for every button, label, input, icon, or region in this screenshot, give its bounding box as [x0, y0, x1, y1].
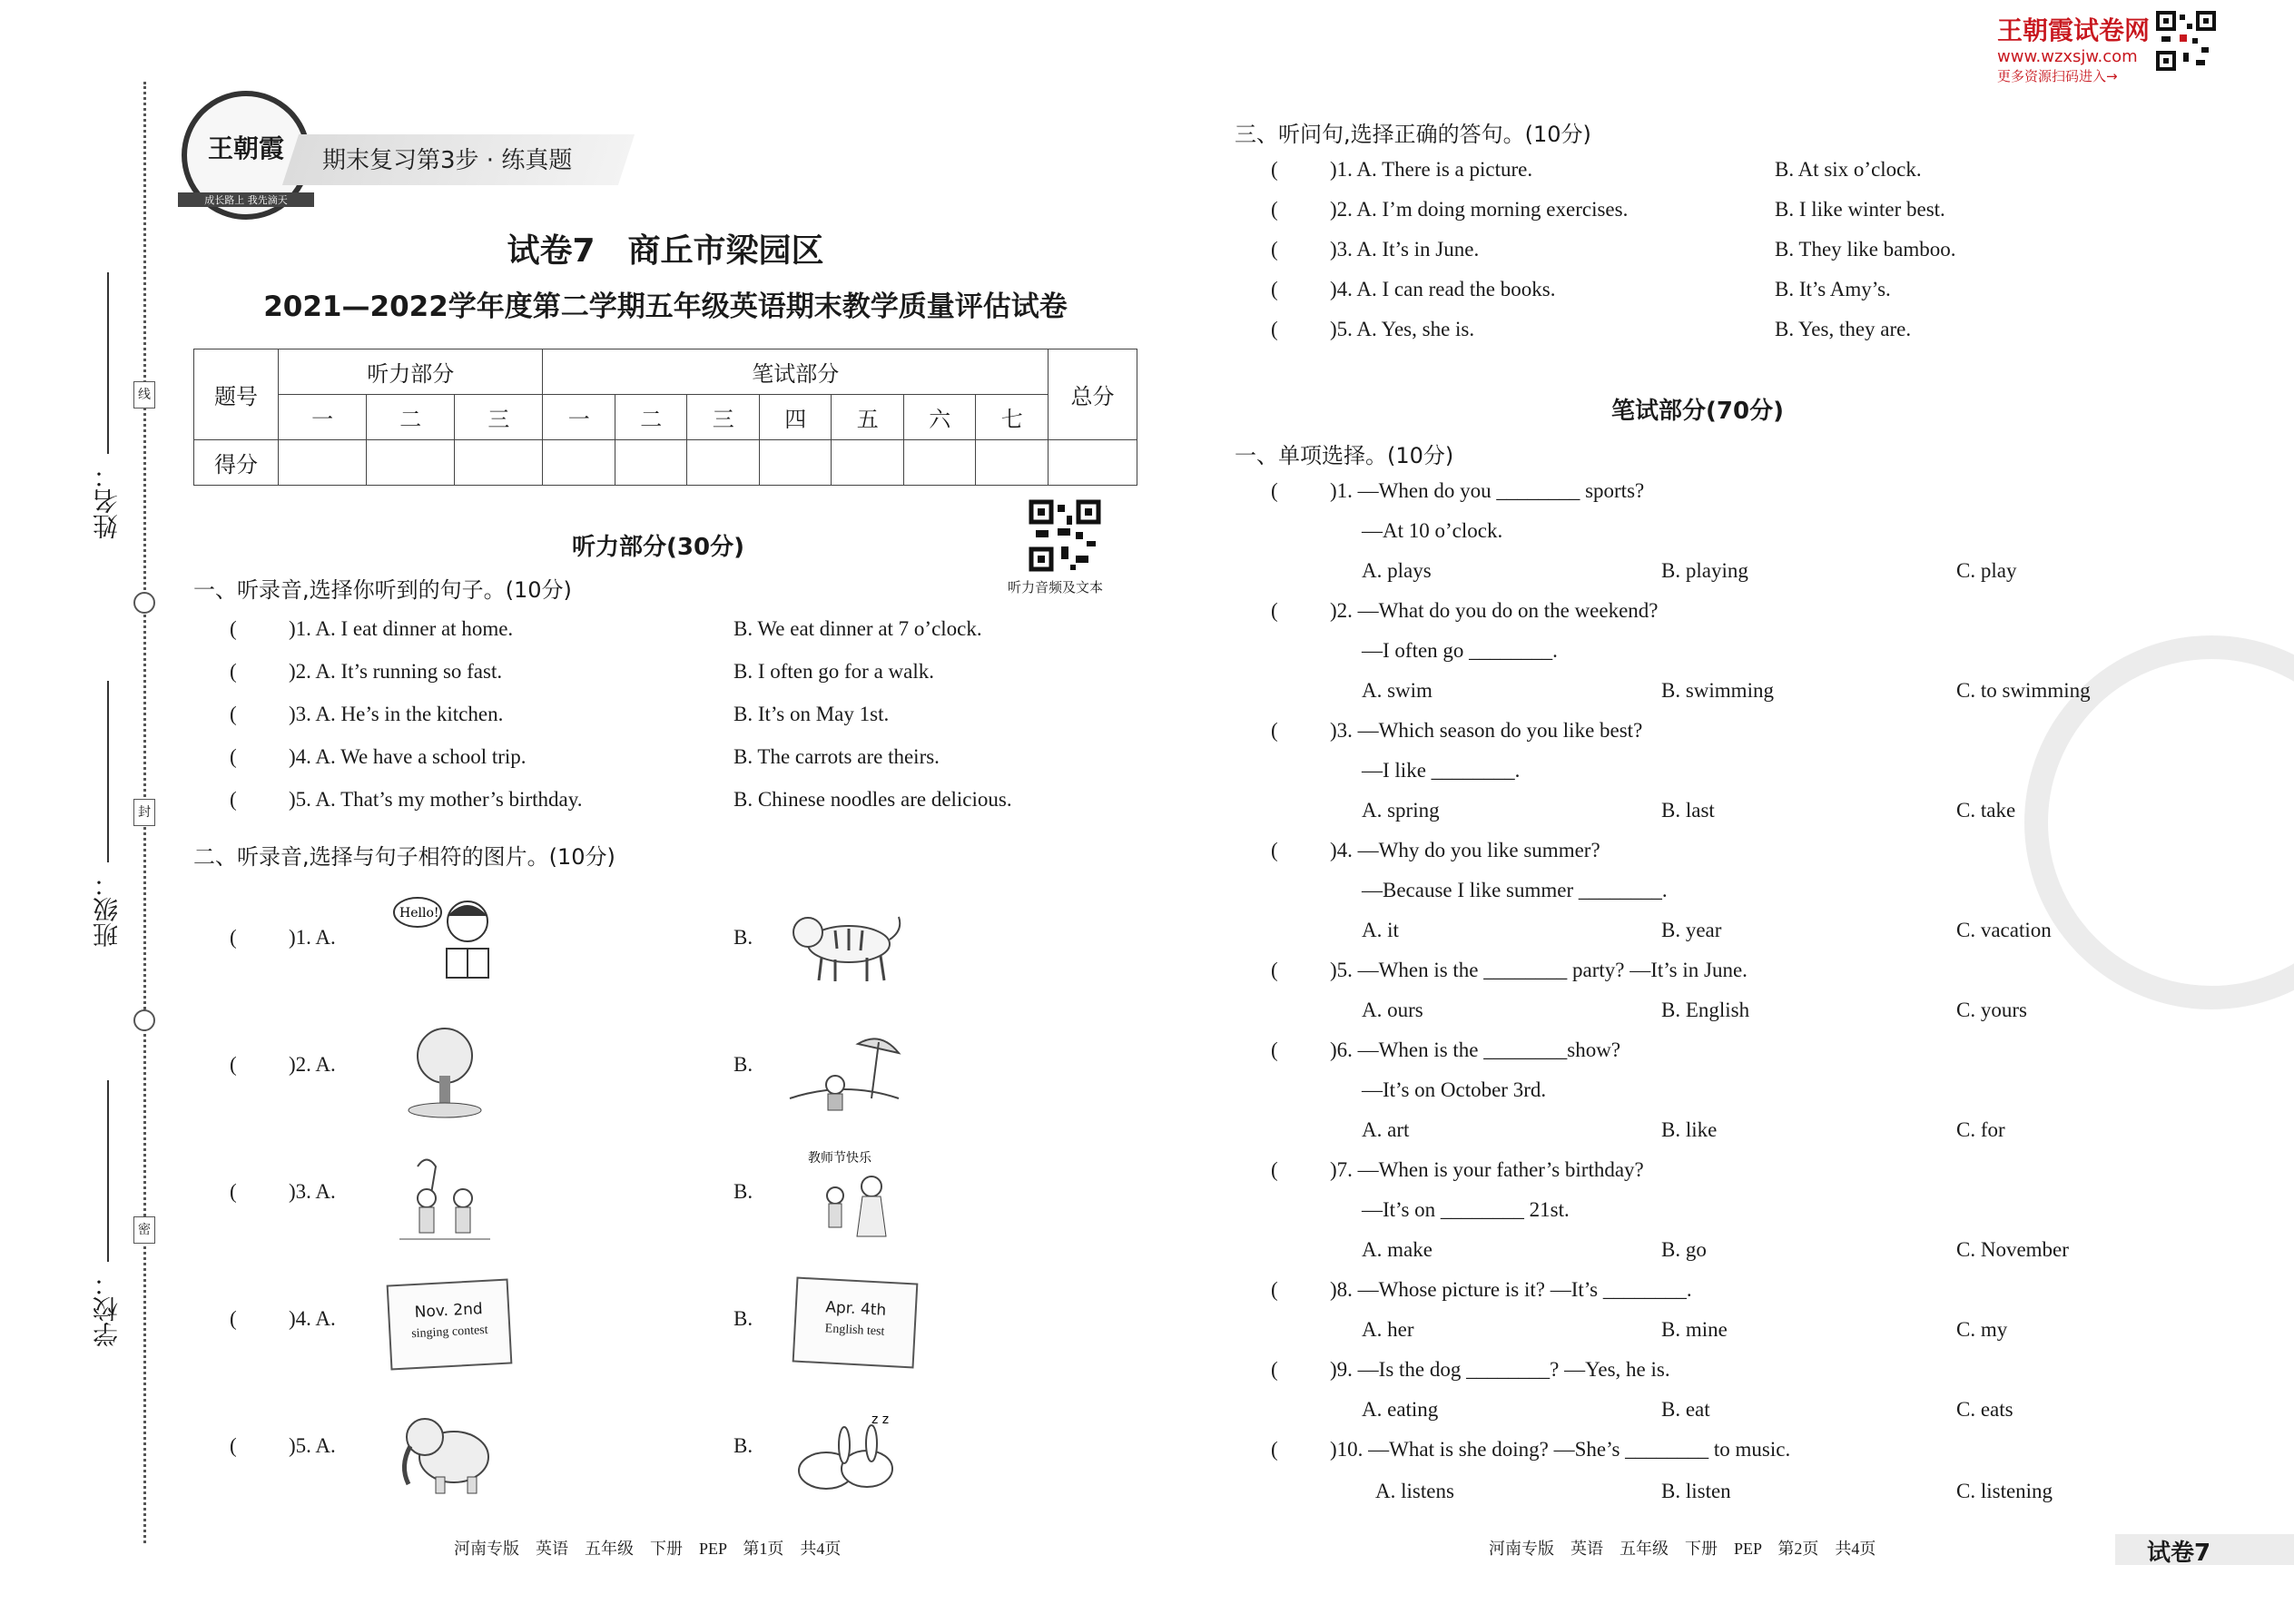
- answer-paren[interactable]: (: [1271, 479, 1278, 502]
- question-option-b: B. I like winter best.: [1775, 198, 1945, 221]
- logo-ribbon: 成长路上 我先滴天: [178, 192, 314, 207]
- binding-mark-line: 线: [133, 381, 155, 408]
- score-table: [193, 349, 1137, 486]
- col-head: 五: [832, 395, 904, 440]
- writing-title: 笔试部分(70分): [1611, 398, 1784, 425]
- question-line: —I often go ________.: [1362, 639, 1558, 662]
- name-field[interactable]: [107, 272, 109, 454]
- answer-paren[interactable]: (: [1271, 278, 1278, 300]
- option-a: A. make: [1362, 1238, 1433, 1261]
- answer-paren[interactable]: (: [1271, 719, 1278, 742]
- option-b: B. playing: [1661, 559, 1748, 582]
- score-cell[interactable]: [615, 440, 687, 486]
- answer-paren[interactable]: (: [1271, 1358, 1278, 1381]
- answer-paren[interactable]: (: [230, 926, 237, 949]
- note-date: Apr. 4th: [824, 1298, 887, 1320]
- score-cell[interactable]: [279, 440, 367, 486]
- answer-paren[interactable]: (: [230, 1434, 237, 1457]
- question-line: —At 10 o’clock.: [1362, 519, 1503, 542]
- question-option-a: )5. A. That’s my mother’s birthday.: [289, 788, 583, 811]
- question-line: )7. —When is your father’s birthday?: [1330, 1158, 1644, 1181]
- question-line: —Because I like summer ________.: [1362, 879, 1668, 901]
- option-a: A. it: [1362, 919, 1399, 941]
- listening-sec2-head: 二、听录音,选择与句子相符的图片。(10分): [193, 844, 615, 870]
- binding-hole: [133, 1009, 155, 1031]
- school-label: 学校：: [92, 1271, 122, 1347]
- autumn-tree-picture[interactable]: [381, 1021, 508, 1121]
- listening-qr-icon[interactable]: [1029, 499, 1101, 572]
- picture-option-b-label: B.: [733, 1053, 753, 1076]
- logo-text: 王朝霞: [207, 133, 284, 163]
- col-head: 二: [615, 395, 687, 440]
- picture-option-a-label: )5. A.: [289, 1434, 336, 1457]
- option-c: C. yours: [1956, 999, 2027, 1021]
- qr-caption: 听力音频及文本: [1008, 579, 1104, 595]
- question-line: )2. —What do you do on the weekend?: [1330, 599, 1659, 622]
- option-b: B. listen: [1661, 1480, 1731, 1502]
- option-b: B. go: [1661, 1238, 1707, 1261]
- question-option-a: )1. A. I eat dinner at home.: [289, 617, 514, 640]
- option-a: A. plays: [1362, 559, 1432, 582]
- answer-paren[interactable]: (: [230, 703, 237, 725]
- picture-option-b-label: B.: [733, 926, 753, 949]
- score-cell[interactable]: [976, 440, 1049, 486]
- option-a: A. eating: [1362, 1398, 1439, 1421]
- answer-paren[interactable]: (: [1271, 1438, 1278, 1461]
- col-head: 二: [367, 395, 455, 440]
- class-label: 班级：: [92, 871, 122, 948]
- col-head: 三: [455, 395, 543, 440]
- option-b: B. mine: [1661, 1318, 1728, 1341]
- question-option-a: )3. A. He’s in the kitchen.: [289, 703, 504, 725]
- option-a: A. listens: [1375, 1480, 1454, 1502]
- answer-paren[interactable]: (: [1271, 318, 1278, 340]
- answer-paren[interactable]: (: [230, 1307, 237, 1330]
- tiger-picture[interactable]: [781, 894, 908, 994]
- answer-paren[interactable]: (: [230, 660, 237, 683]
- picture-option-b-label: B.: [733, 1180, 753, 1203]
- writing-head: 笔试部分: [543, 349, 1049, 395]
- option-b: B. English: [1661, 999, 1750, 1021]
- question-line: )9. —Is the dog ________? —Yes, he is.: [1330, 1358, 1670, 1381]
- picture-option-b-label: B.: [733, 1434, 753, 1457]
- option-c: C. for: [1956, 1118, 2005, 1141]
- option-c: C. listening: [1956, 1480, 2053, 1502]
- brand-qr-icon: [2156, 11, 2216, 71]
- question-line: —It’s on ________ 21st.: [1362, 1198, 1570, 1221]
- option-c: C. my: [1956, 1318, 2008, 1341]
- sign-text: 教师节快乐: [808, 1151, 871, 1166]
- binding-mark-secret: 密: [133, 1216, 155, 1244]
- sleeping-rabbits-picture[interactable]: [781, 1407, 908, 1507]
- banner-text: 期末复习第3步 · 练真题: [322, 147, 573, 174]
- option-b: B. eat: [1661, 1398, 1710, 1421]
- answer-paren[interactable]: (: [230, 788, 237, 811]
- footer-right: 河南专版 英语 五年级 下册 PEP 第2页 共4页: [1489, 1540, 1876, 1558]
- calendar-note-b[interactable]: [793, 1277, 919, 1369]
- listening-title: 听力部分(30分): [572, 534, 744, 561]
- picture-option-a-label: )1. A.: [289, 926, 336, 949]
- row-head: 题号: [194, 349, 279, 440]
- score-cell[interactable]: [1049, 440, 1137, 486]
- question-option-a: )5. A. Yes, she is.: [1330, 318, 1475, 340]
- picture-option-a-label: )4. A.: [289, 1307, 336, 1330]
- question-line: —It’s on October 3rd.: [1362, 1078, 1547, 1101]
- question-line: )3. —Which season do you like best?: [1330, 719, 1643, 742]
- answer-paren[interactable]: (: [1271, 839, 1278, 861]
- question-line: —I like ________.: [1362, 759, 1521, 782]
- col-head: 四: [759, 395, 832, 440]
- paper-tag: 试卷7: [2147, 1540, 2211, 1567]
- question-option-b: B. At six o’clock.: [1775, 158, 1922, 181]
- answer-paren[interactable]: (: [1271, 1158, 1278, 1181]
- option-c: C. take: [1956, 799, 2016, 822]
- answer-paren[interactable]: (: [1271, 959, 1278, 981]
- option-c: C. vacation: [1956, 919, 2052, 941]
- col-head: 一: [279, 395, 367, 440]
- class-field[interactable]: [107, 681, 109, 862]
- elephant-picture[interactable]: [381, 1403, 508, 1502]
- score-cell[interactable]: [687, 440, 760, 486]
- option-c: C. eats: [1956, 1398, 2013, 1421]
- note-event: English test: [824, 1322, 885, 1339]
- brand-block: [1997, 11, 2150, 85]
- score-cell[interactable]: [832, 440, 904, 486]
- note-event: singing contest: [410, 1323, 488, 1342]
- question-option-a: )2. A. I’m doing morning exercises.: [1330, 198, 1629, 221]
- footer-left: 河南专版 英语 五年级 下册 PEP 第1页 共4页: [454, 1540, 842, 1558]
- answer-paren[interactable]: (: [1271, 238, 1278, 261]
- option-b: B. swimming: [1661, 679, 1774, 702]
- answer-paren[interactable]: (: [230, 745, 237, 768]
- score-cell[interactable]: [455, 440, 543, 486]
- listening-sec1-head: 一、听录音,选择你听到的句子。(10分): [193, 577, 572, 603]
- children-playing-picture[interactable]: [381, 1148, 508, 1248]
- answer-paren[interactable]: (: [1271, 599, 1278, 622]
- calendar-note-a[interactable]: [387, 1279, 513, 1371]
- option-b: B. year: [1661, 919, 1722, 941]
- listening-head: 听力部分: [279, 349, 543, 395]
- brand-tagline: 更多资源扫码进入→: [1997, 68, 2118, 84]
- question-option-b: B. It’s Amy’s.: [1775, 278, 1891, 300]
- note-date: Nov. 2nd: [414, 1300, 484, 1322]
- option-a: A. ours: [1362, 999, 1423, 1021]
- answer-paren[interactable]: (: [1271, 1038, 1278, 1061]
- brand-url: www.wzxsjw.com: [1997, 47, 2138, 66]
- beach-picture[interactable]: [781, 1026, 908, 1126]
- answer-paren[interactable]: (: [230, 617, 237, 640]
- answer-paren[interactable]: (: [230, 1053, 237, 1076]
- col-head: 三: [687, 395, 760, 440]
- question-option-b: B. Yes, they are.: [1775, 318, 1912, 340]
- teachers-day-picture[interactable]: [790, 1146, 917, 1245]
- question-line: )6. —When is the ________show?: [1330, 1038, 1621, 1061]
- question-option-b: B. Chinese noodles are delicious.: [733, 788, 1012, 811]
- score-cell[interactable]: [367, 440, 455, 486]
- question-option-a: )2. A. It’s running so fast.: [289, 660, 503, 683]
- boy-reading-picture[interactable]: [381, 885, 508, 985]
- question-option-b: B. I often go for a walk.: [733, 660, 934, 683]
- question-line: )1. —When do you ________ sports?: [1330, 479, 1645, 502]
- answer-paren[interactable]: (: [230, 1180, 237, 1203]
- writing-sec1-head: 一、单项选择。(10分): [1235, 443, 1454, 468]
- option-b: B. like: [1661, 1118, 1718, 1141]
- question-line: )4. —Why do you like summer?: [1330, 839, 1600, 861]
- question-option-a: )3. A. It’s in June.: [1330, 238, 1480, 261]
- binding-hole: [133, 592, 155, 614]
- option-a: A. her: [1362, 1318, 1414, 1341]
- question-option-b: B. They like bamboo.: [1775, 238, 1956, 261]
- option-a: A. spring: [1362, 799, 1440, 822]
- question-line: )5. —When is the ________ party? —It’s in June.: [1330, 959, 1748, 981]
- question-option-b: B. We eat dinner at 7 o’clock.: [733, 617, 982, 640]
- question-line: )8. —Whose picture is it? —It’s ________.: [1330, 1278, 1692, 1301]
- score-cell[interactable]: [759, 440, 832, 486]
- option-a: A. art: [1362, 1118, 1410, 1141]
- speech-bubble-text: Hello!: [399, 906, 439, 920]
- score-cell[interactable]: [903, 440, 976, 486]
- question-option-a: )4. A. I can read the books.: [1330, 278, 1556, 300]
- picture-option-b-label: B.: [733, 1307, 753, 1330]
- col-head: 七: [976, 395, 1049, 440]
- school-field[interactable]: [107, 1080, 109, 1262]
- picture-option-a-label: )3. A.: [289, 1180, 336, 1203]
- option-c: C. play: [1956, 559, 2017, 582]
- option-c: C. to swimming: [1956, 679, 2091, 702]
- brand-name: 王朝霞试卷网: [1997, 15, 2151, 45]
- score-cell[interactable]: [543, 440, 615, 486]
- option-b: B. last: [1661, 799, 1715, 822]
- score-label: 得分: [194, 440, 279, 486]
- answer-paren[interactable]: (: [1271, 158, 1278, 181]
- picture-option-a-label: )2. A.: [289, 1053, 336, 1076]
- total-head: 总分: [1049, 349, 1137, 440]
- col-head: 一: [543, 395, 615, 440]
- question-option-b: B. It’s on May 1st.: [733, 703, 890, 725]
- question-line: )10. —What is she doing? —She’s ________ to music.: [1330, 1438, 1791, 1461]
- binding-mark-seal: 封: [133, 799, 155, 826]
- question-option-a: )4. A. We have a school trip.: [289, 745, 527, 768]
- col-head: 六: [903, 395, 976, 440]
- option-c: C. November: [1956, 1238, 2069, 1261]
- svg-text:z z: z z: [871, 1412, 890, 1427]
- exam-title: 试卷7 商丘市梁园区: [507, 232, 824, 270]
- question-option-a: )1. A. There is a picture.: [1330, 158, 1533, 181]
- exam-subtitle: 2021—2022学年度第二学期五年级英语期末教学质量评估试卷: [263, 290, 1068, 323]
- name-label: 姓名：: [92, 463, 122, 539]
- question-option-b: B. The carrots are theirs.: [733, 745, 940, 768]
- option-a: A. swim: [1362, 679, 1433, 702]
- answer-paren[interactable]: (: [1271, 198, 1278, 221]
- listening-sec3-head: 三、听问句,选择正确的答句。(10分): [1235, 122, 1591, 147]
- answer-paren[interactable]: (: [1271, 1278, 1278, 1301]
